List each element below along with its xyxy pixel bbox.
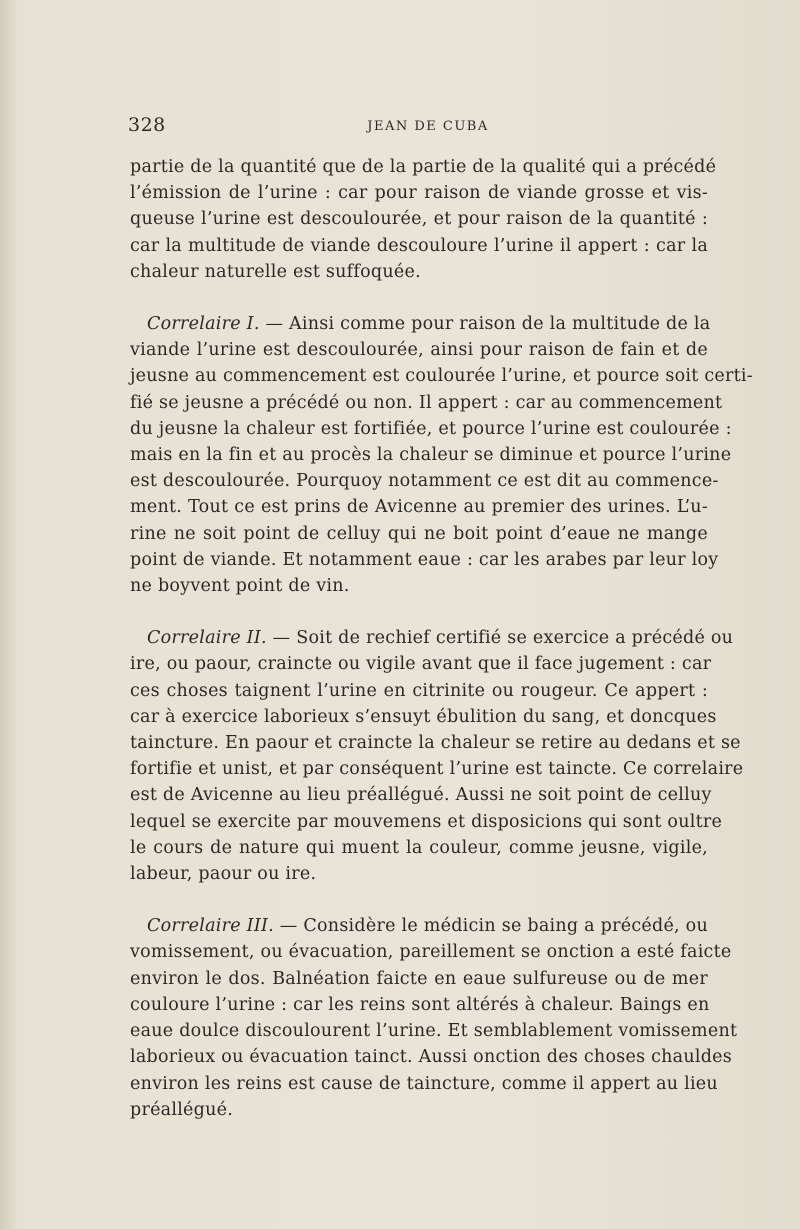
page-header [128,114,708,142]
text-line: le cours de nature qui muent la couleur, comme jeusne, vigile, [130,837,708,858]
text-line: jeusne au commencement est coulourée l’urine, et pource soit certi- [130,366,753,387]
text-line: environ les reins est cause de taincture, comme il appert au lieu [130,1073,718,1094]
text-line: chaleur naturelle est suffoquée. [130,261,421,282]
correlaire-heading: Correlaire II. [147,628,267,649]
text-line: car à exercice laborieux s’ensuyt ébulition du sang, et doncques [130,706,717,727]
text-line: du jeusne la chaleur est fortifiée, et pource l’urine est coulourée : [130,418,732,439]
text-line: taincture. En paour et craincte la chaleur se retire au dedans et se [130,733,741,754]
text-line: mais en la fin et au procès la chaleur se diminue et pource l’urine [130,445,732,466]
text-line: partie de la quantité que de la partie de la qualité qui a précédé [130,157,717,177]
text-line [130,311,711,337]
text-line: préallégué. [130,1099,234,1120]
paragraph-1 [130,154,717,285]
text-line: eaue doulce discoulourent l’urine. Et semblablement vomissement [130,1021,738,1042]
correlaire-heading: Correlaire I. [147,314,260,335]
text-line: est de Avicenne au lieu préallégué. Aussi ne soit point de celluy [130,785,712,806]
text-line: couloure l’urine : car les reins sont altérés à chaleur. Baings en [130,994,710,1015]
heading-line-rest: — Considère le médicin se baing a précédé, ou [273,916,708,937]
heading-line-rest: — Ainsi comme pour raison de la multitude de la [259,314,711,335]
heading-line-rest: — Soit de rechief certifié se exercice a précédé ou [266,628,734,649]
text-line: queuse l’urine est descoulourée, et pour raison de la quantité : [130,209,708,230]
text-line: ces choses taignent l’urine en citrinite ou rougeur. Ce appert : [130,680,708,701]
paragraph-correlaire-2 [130,625,744,887]
text-line: car la multitude de viande descouloure l’urine il appert : car la [130,235,708,256]
text-line: laborieux ou évacuation tainct. Aussi onction des choses chauldes [130,1047,733,1068]
text-line: est descoulourée. Pourquoy notamment ce est dit au commence- [130,471,719,492]
body-text [130,154,753,1123]
page-number: 328 [128,114,166,136]
text-line: fortifie et unist, et par conséquent l’urine est taincte. Ce correlaire [130,759,744,780]
text-line: l’émission de l’urine : car pour raison de viande grosse et vis- [130,183,708,204]
paragraph-correlaire-1 [130,311,753,599]
text-line [130,913,708,939]
text-line: lequel se exercite par mouvemens et disposicions qui sont oultre [130,811,723,832]
correlaire-heading: Correlaire III. [147,916,274,937]
text-line [130,625,734,651]
text-line: fié se jeusne a précédé ou non. Il appert : car au commencement [130,392,723,413]
text-line: viande l’urine est descoulourée, ainsi pour raison de fain et de [130,340,708,361]
text-line: vomissement, ou évacuation, pareillement se onction a esté faicte [130,942,732,963]
text-line: rine ne soit point de celluy qui ne boit point d’eaue ne mange [130,523,708,544]
text-line: labeur, paour ou ire. [130,864,317,885]
text-line: ment. Tout ce est prins de Avicenne au premier des urines. L’u- [130,497,708,518]
running-title: JEAN DE CUBA [367,119,489,134]
text-line: ne boyvent point de vin. [130,576,350,597]
text-line: ire, ou paour, craincte ou vigile avant que il face jugement : car [130,654,712,675]
text-line: environ le dos. Balnéation faicte en eaue sulfureuse ou de mer [130,968,708,989]
paragraph-correlaire-3 [130,913,738,1123]
text-line: point de viande. Et notamment eaue : car les arabes par leur loy [130,549,719,570]
